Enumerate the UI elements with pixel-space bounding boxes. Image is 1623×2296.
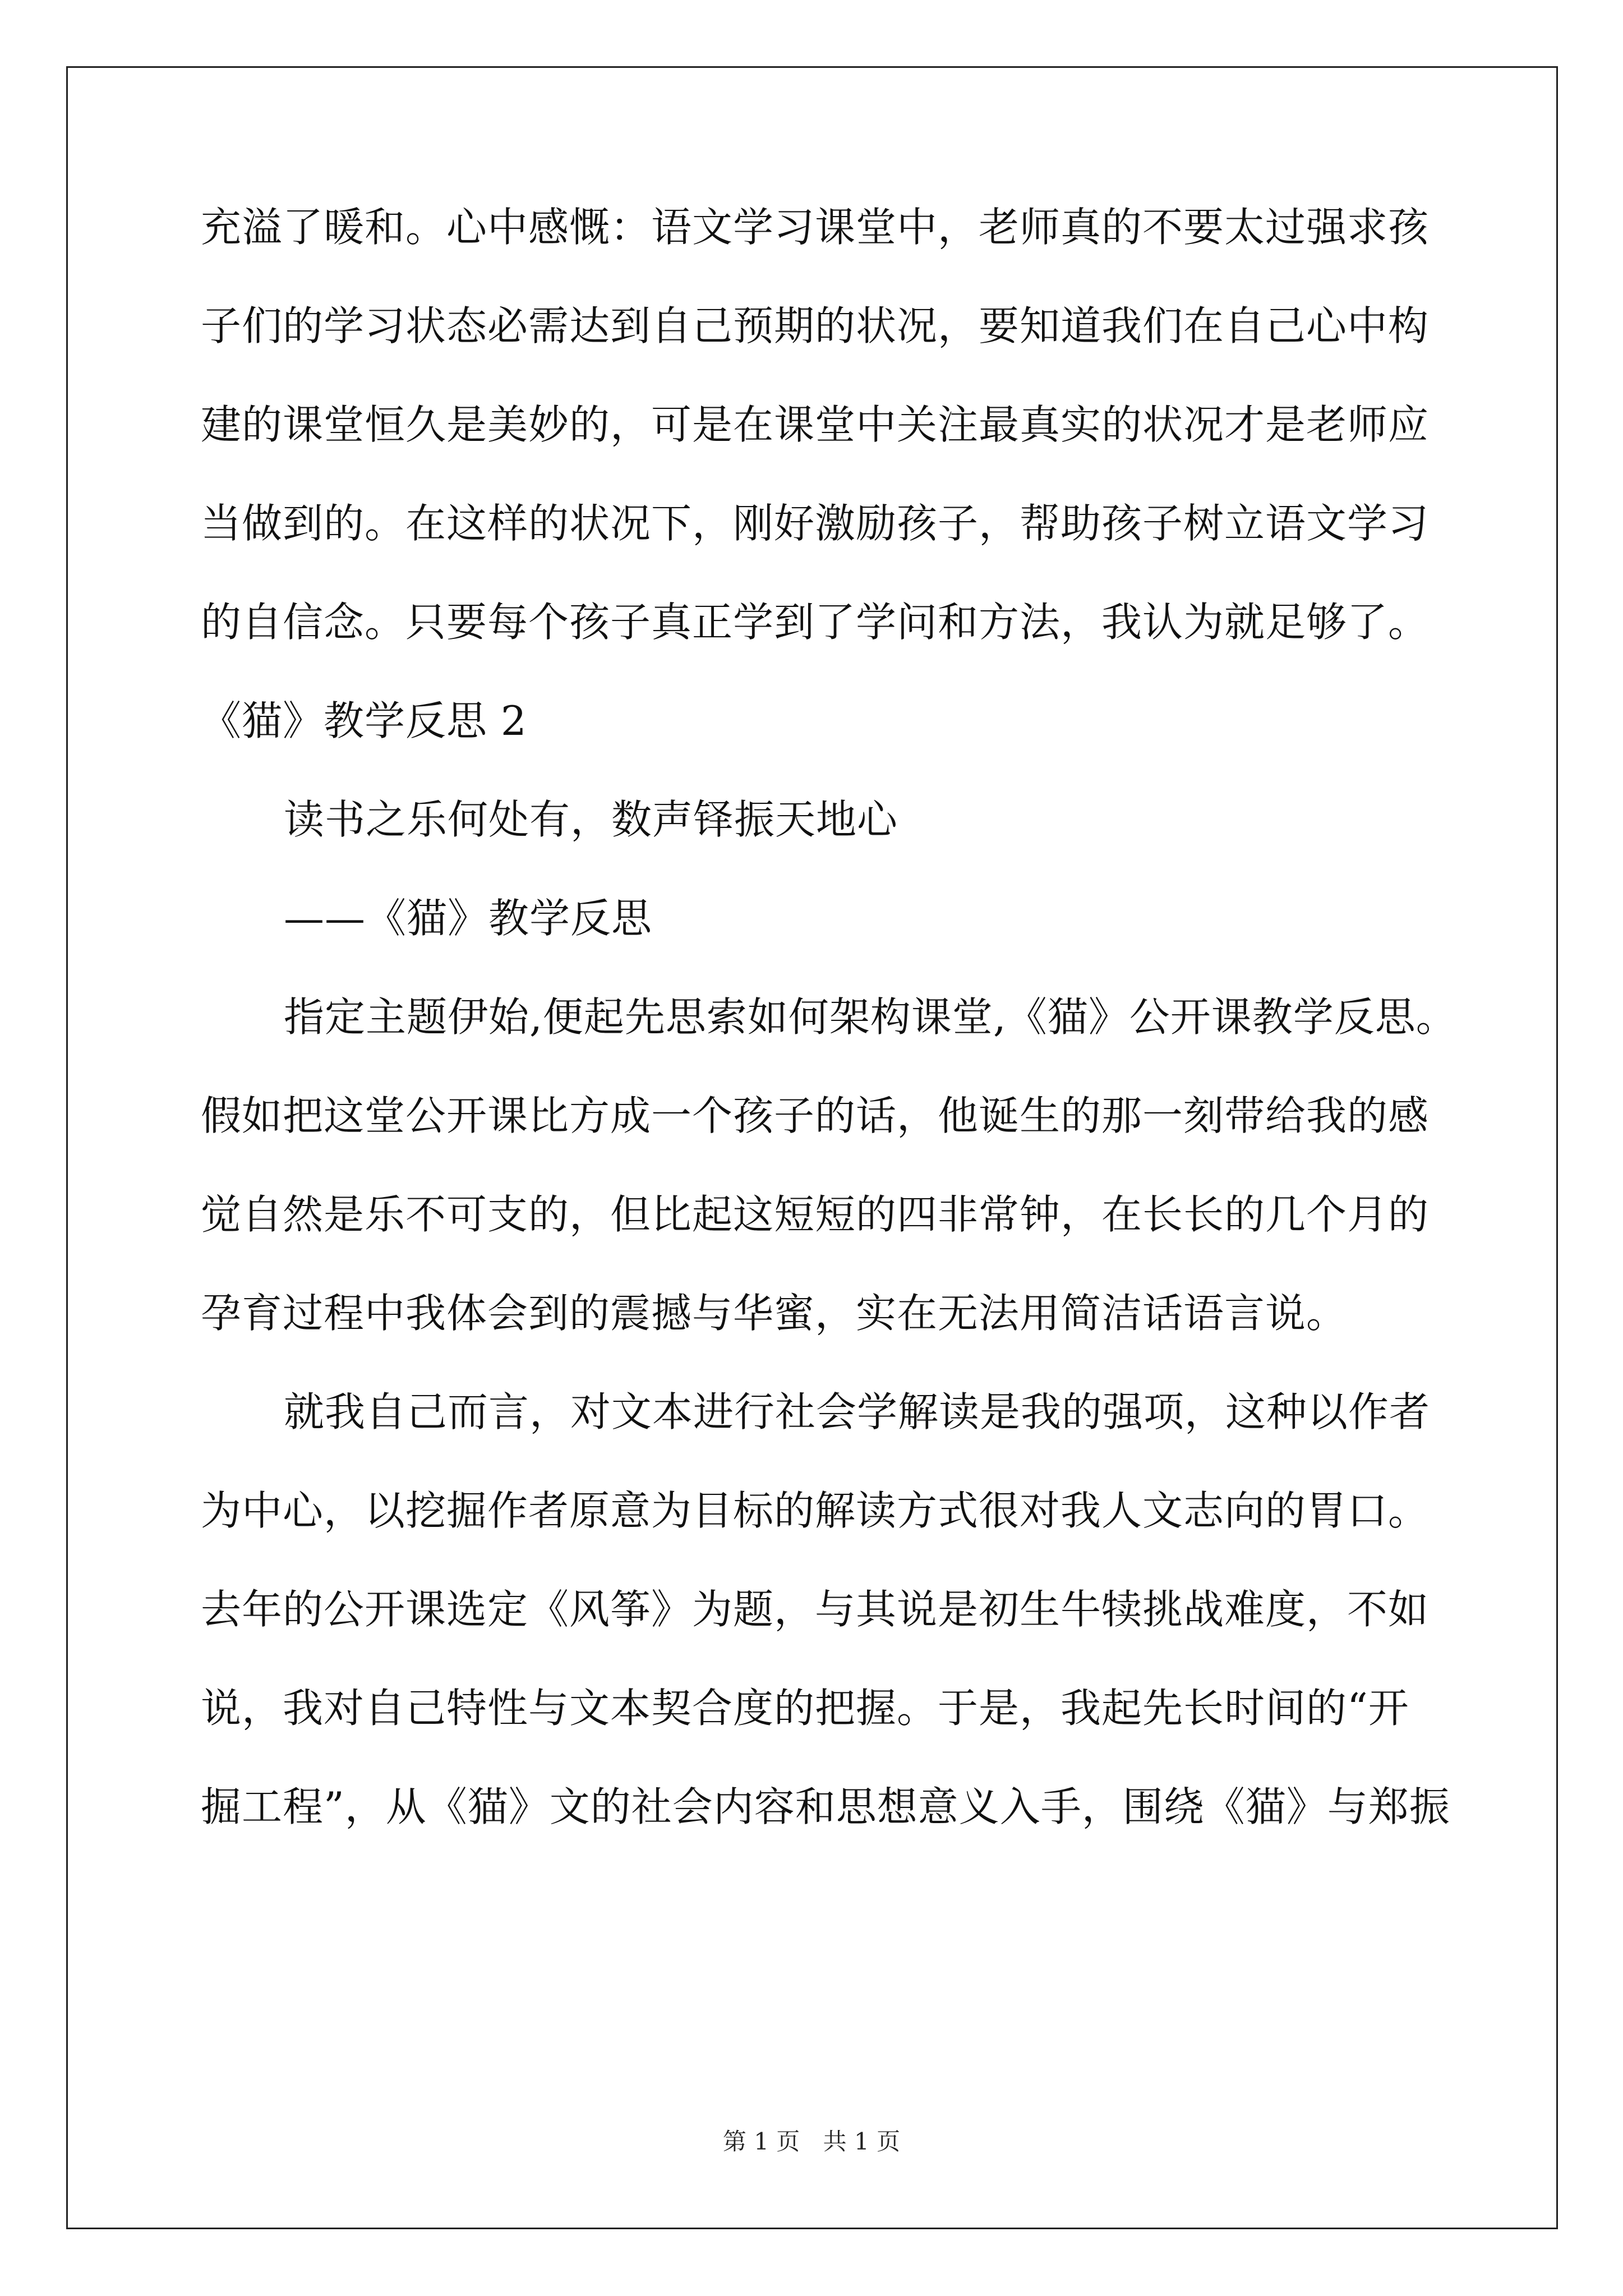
paragraph [201, 199, 1435, 650]
page-number: 第 1 页 [722, 2128, 800, 2155]
text-line: 当做到的。在这样的状况下，刚好激励孩子，帮助孩子树立语文学习 [201, 500, 1430, 547]
text-line: 充溢了暖和。心中感慨：语文学习课堂中，老师真的不要太过强求孩 [201, 204, 1430, 251]
text-line: 觉自然是乐不可支的，但比起这短短的四非常钟，在长长的几个月的 [201, 1191, 1430, 1238]
text-line: 读书之乐何处有，数声铎振天地心 [284, 796, 898, 843]
text-line: 就我自己而言，对文本进行社会学解读是我的强项，这种以作者 [284, 1388, 1431, 1435]
section-heading [201, 693, 1435, 749]
text-line: 的自信念。只要每个孩子真正学到了学问和方法，我认为就足够了。 [201, 599, 1430, 646]
text-line: 建的课堂恒久是美妙的，可是在课堂中关注最真实的状况才是老师应 [201, 401, 1430, 448]
text-line: 孕育过程中我体会到的震撼与华蜜，实在无法用简洁话语言说。 [201, 1290, 1348, 1337]
text-line: 掘工程”，从《猫》文的社会内容和思想意义入手，围绕《猫》与郑振 [201, 1783, 1450, 1830]
text-line: 指定主题伊始,便起先思索如何架构课堂,《猫》公开课教学反思。 [284, 993, 1457, 1041]
text-line: 子们的学习状态必需达到自己预期的状况，要知道我们在自己心中构 [201, 302, 1430, 349]
article-subtitle [201, 890, 1435, 946]
page-total: 共 1 页 [823, 2128, 901, 2155]
text-line: 说，我对自己特性与文本契合度的把握。于是，我起先长时间的“开 [201, 1685, 1409, 1732]
text-line: 《猫》教学反思 2 [201, 697, 527, 744]
text-line: ——《猫》教学反思 [284, 895, 653, 942]
text-line: 假如把这堂公开课比方成一个孩子的话，他诞生的那一刻带给我的感 [201, 1092, 1430, 1139]
paragraph [201, 1384, 1450, 1835]
document-body [201, 199, 1457, 1835]
article-title [201, 792, 1435, 848]
text-line: 去年的公开课选定《风筝》为题，与其说是初生牛犊挑战难度，不如 [201, 1586, 1430, 1633]
text-line: 为中心，以挖掘作者原意为目标的解读方式很对我人文志向的胃口。 [201, 1487, 1430, 1534]
paragraph [201, 989, 1457, 1341]
page-footer [0, 2125, 1623, 2159]
